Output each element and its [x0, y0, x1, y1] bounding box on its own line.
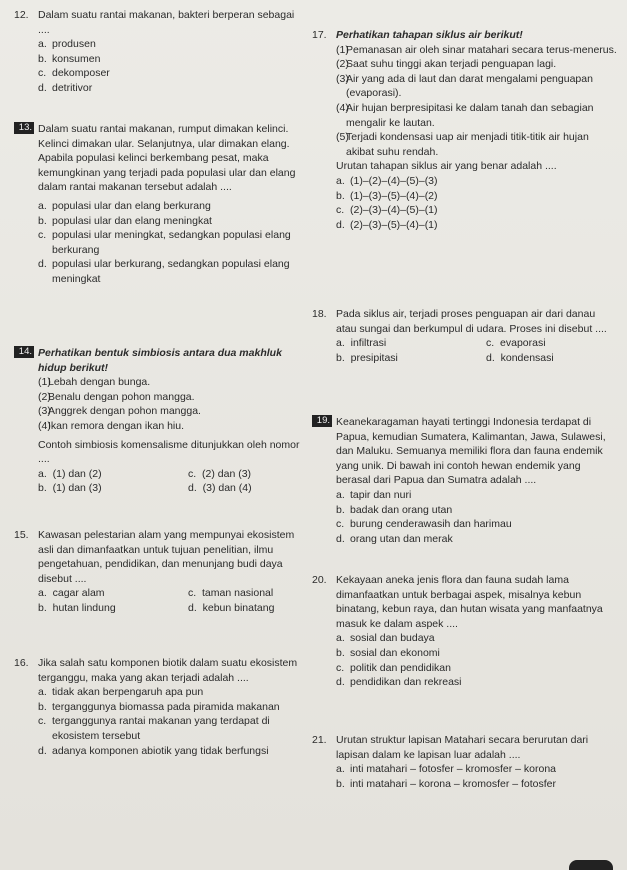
question-text: Urutan struktur lapisan Matahari secara berurutan dari lapisan dalam ke lapisan luar adalah ....: [336, 734, 589, 761]
option-b[interactable]: b. (1) dan (3): [38, 482, 102, 495]
option-b[interactable]: b. populasi ular dan elang meningkat: [38, 214, 212, 227]
option-d[interactable]: d. (3) dan (4): [188, 482, 252, 495]
option-c[interactable]: c. (2)–(3)–(4)–(5)–(1): [336, 204, 438, 217]
question-14: [14, 346, 306, 496]
question-text: Dalam suatu rantai makanan, bakteri berperan sebagai ....: [38, 9, 295, 36]
option-a[interactable]: a. cagar alam: [38, 587, 105, 600]
statement-1: (1) Pemanasan air oleh sinar matahari secara terus-menerus.: [336, 43, 617, 56]
question-number: 12.: [14, 9, 29, 21]
option-a[interactable]: a. (1)–(2)–(4)–(5)–(3): [336, 174, 438, 187]
option-c[interactable]: c. evaporasi: [486, 337, 546, 350]
option-c[interactable]: c. (2) dan (3): [188, 467, 252, 480]
question-number: 15.: [14, 529, 29, 541]
question-12: [14, 8, 306, 96]
question-number: 21.: [312, 734, 327, 746]
statement-5: (5) Terjadi kondensasi uap air menjadi titik-titik air hujan akibat suhu rendah.: [336, 131, 589, 158]
option-d[interactable]: d. detritivor: [38, 81, 93, 94]
question-number-badge: 14.: [14, 346, 34, 358]
option-b[interactable]: b. (1)–(3)–(5)–(4)–(2): [336, 189, 438, 202]
question-20: [312, 573, 617, 690]
question-13: [14, 122, 306, 287]
question-text: Keanekaragaman hayati tertinggi Indonesia terdapat di Papua, kemudian Sumatera, Kalimantan, Jawa, Sulawesi, dan Maluku. Semuanya memiliki flora dan fauna endemik yang unik. Di bawah ini contoh hewan endemik yang berasal dari Papua dan Sumatra adalah ....: [336, 416, 606, 487]
statement-2: (2) Benalu dengan pohon mangga.: [38, 390, 195, 403]
option-d[interactable]: d. orang utan dan merak: [336, 532, 453, 545]
option-b[interactable]: b. presipitasi: [336, 351, 398, 364]
option-b[interactable]: b. hutan lindung: [38, 601, 116, 614]
question-21: [312, 733, 617, 791]
option-c[interactable]: c. terganggunya rantai makanan yang terdapat di ekosistem tersebut: [38, 715, 270, 742]
options-row-1: [14, 586, 306, 601]
question-title: Perhatikan tahapan siklus air berikut!: [336, 29, 523, 41]
question-text: Kekayaan aneka jenis flora dan fauna sudah lama dimanfaatkan untuk berbagai aspek, misalnya kebun binatang, kebun raya, dan hutan wisata yang manfaatnya masuk ke dalam aspek ....: [336, 574, 603, 630]
option-b[interactable]: b. sosial dan ekonomi: [336, 646, 440, 659]
option-a[interactable]: a. produsen: [38, 38, 96, 51]
option-a[interactable]: a. sosial dan budaya: [336, 632, 435, 645]
option-d[interactable]: d. pendidikan dan rekreasi: [336, 676, 462, 689]
option-a[interactable]: a. tapir dan nuri: [336, 488, 412, 501]
question-title: Perhatikan bentuk simbiosis antara dua makhluk hidup berikut!: [38, 347, 282, 374]
question-number-badge: 13.: [14, 122, 34, 134]
option-b[interactable]: b. badak dan orang utan: [336, 503, 453, 516]
options-row-2: [312, 351, 617, 366]
option-a[interactable]: a. infiltrasi: [336, 337, 387, 350]
options-row-2: [14, 601, 306, 616]
statement-3: (3) Air yang ada di laut dan darat mengalami penguapan (evaporasi).: [336, 72, 593, 100]
page-number-tab: [569, 860, 613, 870]
option-a[interactable]: a. (1) dan (2): [38, 467, 102, 480]
option-c[interactable]: c. dekomposer: [38, 67, 110, 80]
question-17: [312, 28, 617, 232]
option-b[interactable]: b. inti matahari – korona – kromosfer – fotosfer: [336, 777, 557, 790]
options-row-1: [14, 467, 306, 482]
option-b[interactable]: b. konsumen: [38, 52, 101, 65]
question-number-badge: 19.: [312, 415, 332, 427]
statement-3: (3) Anggrek dengan pohon mangga.: [38, 405, 201, 418]
option-a[interactable]: a. tidak akan berpengaruh apa pun: [38, 686, 204, 699]
question-number: 18.: [312, 308, 327, 320]
option-d[interactable]: d. kebun binatang: [188, 601, 275, 614]
question-text: Contoh simbiosis komensalisme ditunjukkan oleh nomor ....: [38, 438, 300, 466]
option-d[interactable]: d. populasi ular berkurang, sedangkan populasi elang meningkat: [38, 258, 290, 285]
question-number: 20.: [312, 574, 327, 586]
option-a[interactable]: a. populasi ular dan elang berkurang: [38, 199, 211, 212]
option-c[interactable]: c. burung cenderawasih dan harimau: [336, 518, 512, 531]
question-19: [312, 415, 617, 546]
question-number: 17.: [312, 29, 327, 41]
statement-4: (4) Air hujan berpresipitasi ke dalam tanah dan sebagian mengalir ke lautan.: [336, 101, 594, 129]
option-c[interactable]: c. populasi ular meningkat, sedangkan populasi elang berkurang: [38, 229, 291, 256]
question-18: [312, 307, 617, 365]
option-d[interactable]: d. (2)–(3)–(5)–(4)–(1): [336, 218, 438, 231]
statement-1: (1) Lebah dengan bunga.: [38, 376, 151, 389]
statement-2: (2) Saat suhu tinggi akan terjadi penguapan lagi.: [336, 58, 557, 71]
question-text: Kawasan pelestarian alam yang mempunyai ekosistem asli dan dimanfaatkan untuk tujuan penelitian, ilmu pengetahuan, pendidikan, dan menunjang budi daya disebut ....: [38, 529, 295, 585]
option-b[interactable]: b. terganggunya biomassa pada piramida makanan: [38, 700, 280, 713]
options-row-2: [14, 481, 306, 496]
option-c[interactable]: c. politik dan pendidikan: [336, 661, 451, 674]
question-number: 16.: [14, 657, 29, 669]
question-text: Dalam suatu rantai makanan, rumput dimakan kelinci. Kelinci dimakan ular. Selanjutnya, ular dimakan elang. Apabila populasi kelinci berkembang pesat, maka kemungkinan yang terjadi pada populasi ular dan elang dalam rantai makanan tersebut adalah ....: [38, 123, 296, 194]
question-text: Pada siklus air, terjadi proses penguapan air dari danau atau sungai dan berkumpul di udara. Proses ini disebut ....: [336, 308, 607, 335]
question-text: Jika salah satu komponen biotik dalam suatu ekosistem terganggu, maka yang akan terjadi adalah ....: [38, 657, 298, 684]
question-15: [14, 528, 306, 616]
option-c[interactable]: c. taman nasional: [188, 587, 274, 600]
option-d[interactable]: d. adanya komponen abiotik yang tidak berfungsi: [38, 744, 269, 757]
option-a[interactable]: a. inti matahari – fotosfer – kromosfer – korona: [336, 763, 557, 776]
options-row-1: [312, 336, 617, 351]
question-16: [14, 656, 306, 758]
question-text: Urutan tahapan siklus air yang benar adalah ....: [336, 160, 557, 173]
statement-4: (4) Ikan remora dengan ikan hiu.: [38, 419, 185, 432]
option-d[interactable]: d. kondensasi: [486, 351, 554, 364]
